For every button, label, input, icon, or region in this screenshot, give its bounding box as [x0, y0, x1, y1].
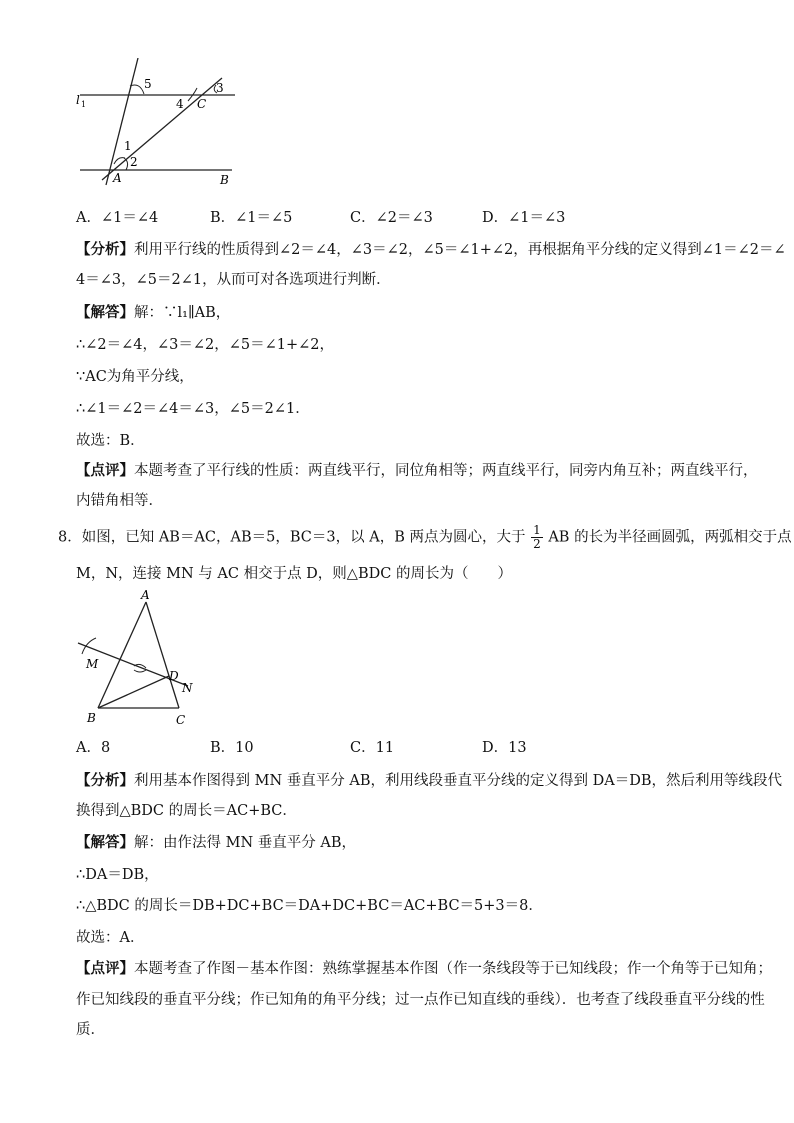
q7-analysis-text-1: 利用平行线的性质得到∠2＝∠4，∠3＝∠2，∠5＝∠1+∠2，再根据角平分线的定义得到∠1＝∠2＝∠	[134, 242, 786, 258]
q7-solution-line2: ∴∠2＝∠4，∠3＝∠2，∠5＝∠1+∠2，	[76, 337, 334, 353]
tri-label-a: A	[141, 588, 150, 602]
point-label-a: A	[113, 171, 122, 185]
tri-label-n: N	[182, 681, 193, 695]
q7-solution-line5: 故选：B．	[76, 433, 145, 449]
q8-comment-text-1: 本题考查了作图－基本作图：熟练掌握基本作图（作一条线段等于已知线段；作一个角等于已知角；	[134, 961, 772, 977]
comment-tag: 【点评】	[76, 462, 134, 479]
q8-option-b[interactable]: B．10	[210, 740, 254, 756]
q7-option-c[interactable]: C．∠2＝∠3	[350, 210, 433, 226]
q7-solution-line1	[76, 303, 756, 323]
label-l1: l	[76, 93, 80, 107]
analysis-tag: 【分析】	[76, 241, 134, 258]
angle-label-5: 5	[144, 77, 152, 91]
fraction-numerator: 1	[533, 523, 541, 537]
q7-analysis-line1	[76, 240, 786, 260]
fraction-one-half	[531, 524, 543, 551]
tri-label-m: M	[86, 657, 99, 671]
q7-comment-line1	[76, 461, 756, 481]
q7-solution-line4: ∴∠1＝∠2＝∠4＝∠3，∠5＝2∠1．	[76, 401, 310, 417]
tri-label-b: B	[87, 711, 96, 725]
q8-stem-line1	[58, 523, 792, 551]
comment-tag: 【点评】	[76, 960, 134, 977]
q8-option-c[interactable]: C．11	[350, 740, 395, 756]
q8-comment-line1	[76, 959, 772, 979]
q8-stem-line2: M，N，连接 MN 与 AC 相交于点 D，则△BDC 的周长为（ ）	[76, 566, 512, 582]
q7-option-a[interactable]: A．∠1＝∠4	[76, 210, 159, 226]
q7-option-d[interactable]: D．∠1＝∠3	[482, 210, 566, 226]
label-l1-subscript: 1	[81, 100, 87, 109]
q8-solution-line1	[76, 833, 756, 853]
tri-label-d: D	[169, 669, 179, 683]
q8-comment-line3: 质．	[76, 1022, 105, 1038]
q7-solution-text-1: 解：∵l₁∥AB，	[134, 305, 231, 321]
solution-tag: 【解答】	[76, 834, 134, 851]
point-label-b: B	[220, 173, 229, 187]
q8-stem-text-b: AB 的长为半径画圆弧，两弧相交于点	[548, 529, 792, 546]
fraction-denominator: 2	[533, 537, 541, 551]
q8-analysis-text-1: 利用基本作图得到 MN 垂直平分 AB，利用线段垂直平分线的定义得到 DA＝DB，然后利用等线段代	[134, 773, 782, 789]
analysis-tag: 【分析】	[76, 772, 134, 789]
point-label-c: C	[197, 97, 207, 111]
q8-option-d[interactable]: D．13	[482, 740, 527, 756]
angle-label-3: 3	[216, 81, 224, 95]
q8-solution-text-1: 解：由作法得 MN 垂直平分 AB，	[134, 835, 356, 851]
q8-option-a[interactable]: A．8	[76, 740, 111, 756]
q7-comment-text-1: 本题考查了平行线的性质：两直线平行，同位角相等；两直线平行，同旁内角互补；两直线平行，	[134, 463, 758, 479]
angle-label-4: 4	[176, 97, 184, 111]
solution-tag: 【解答】	[76, 304, 134, 321]
q7-option-b[interactable]: B．∠1＝∠5	[210, 210, 293, 226]
q8-solution-line4: 故选：A．	[76, 930, 145, 946]
q7-solution-line3: ∵AC为角平分线，	[76, 369, 194, 385]
angle-label-2: 2	[130, 155, 138, 169]
figure-parallel-lines	[70, 58, 250, 193]
q8-solution-line3: ∴△BDC 的周长＝DB+DC+BC＝DA+DC+BC＝AC+BC＝5+3＝8．	[76, 898, 543, 914]
tri-label-c: C	[176, 713, 186, 727]
q8-analysis-line1	[76, 771, 782, 791]
q8-comment-line2: 作已知线段的垂直平分线；作已知角的角平分线；过一点作已知直线的垂线）．也考查了线段垂直平分线的性	[76, 992, 765, 1008]
figure-triangle	[70, 586, 210, 734]
q8-analysis-line2: 换得到△BDC 的周长＝AC+BC．	[76, 803, 297, 819]
q8-solution-line2: ∴DA＝DB，	[76, 867, 159, 883]
q7-comment-line2: 内错角相等．	[76, 493, 163, 509]
q8-stem-text-a: 8．如图，已知 AB＝AC，AB＝5，BC＝3，以 A，B 两点为圆心，大于	[58, 529, 526, 546]
angle-label-1: 1	[124, 139, 132, 153]
q7-analysis-line2: 4＝∠3，∠5＝2∠1，从而可对各选项进行判断．	[76, 272, 391, 288]
